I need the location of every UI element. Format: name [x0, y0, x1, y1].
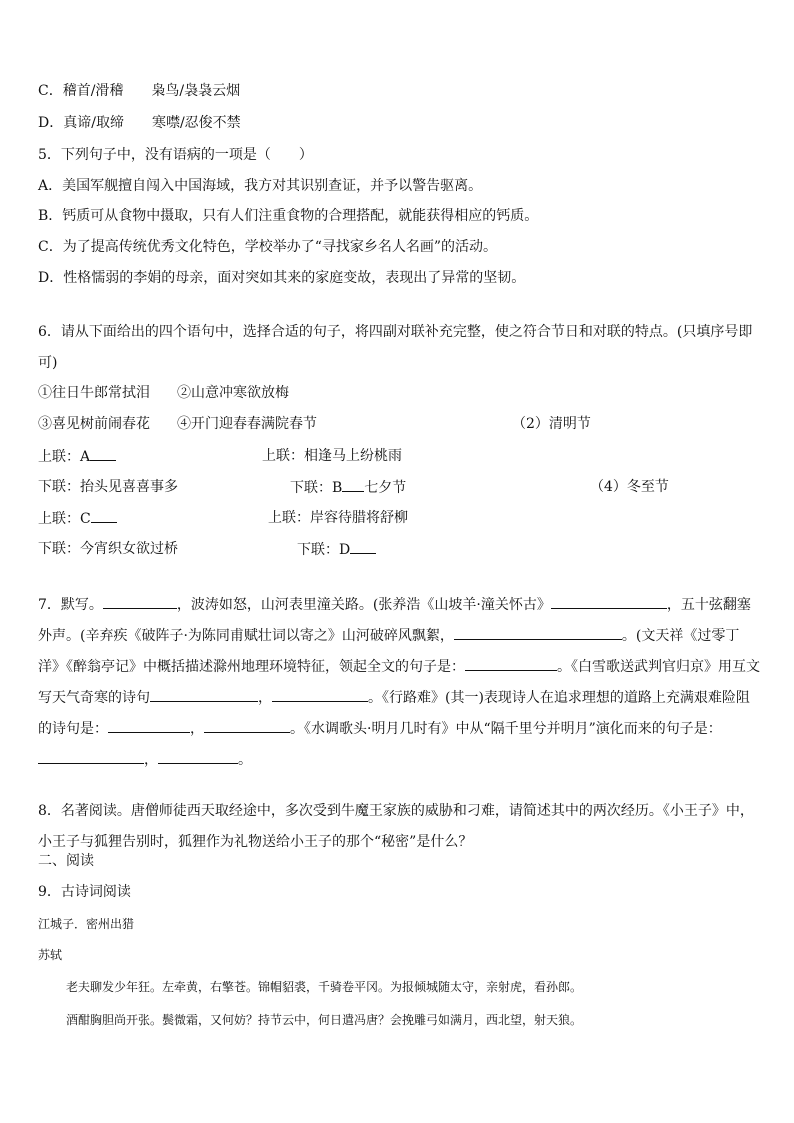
q7-blank-5[interactable] — [150, 687, 258, 702]
q7-blank-9[interactable] — [38, 749, 144, 764]
q6-option-3: ③喜见树前闹春花 — [38, 416, 150, 432]
q6-couplet-3-right: 上联：岸容待腊将舒柳 — [268, 510, 408, 526]
q7-blank-1[interactable] — [103, 594, 177, 609]
q7-blank-6[interactable] — [272, 687, 368, 702]
poem-line-1: 老夫聊发少年狂。左牵黄，右擎苍。锦帽貂裘，千骑卷平冈。为报倾城随太守，亲射虎，看孙郎。 — [66, 980, 583, 994]
q4-option-d: D．真谛/取缔 寒噤/忍俊不禁 — [38, 115, 241, 131]
q5-option-b: B．钙质可从食物中摄取，只有人们注重食物的合理搭配，就能获得相应的钙质。 — [38, 208, 539, 224]
q4-option-c: C．稽首/滑稽 枭鸟/袅袅云烟 — [38, 83, 241, 99]
q6-couplet-3-left: 上联：C — [38, 508, 117, 529]
q6-option-4: ④开门迎春春满院春节 — [177, 416, 317, 432]
blank-a[interactable] — [90, 446, 116, 461]
q7-blank-3[interactable] — [454, 625, 622, 640]
q6-couplet-4-right: 下联：D — [297, 539, 376, 560]
blank-c[interactable] — [91, 508, 117, 523]
poem-title: 江城子．密州出猎 — [38, 917, 135, 931]
q6-stem: 6．请从下面给出的四个语句中，选择合适的句子，将四副对联补充完整，使之符合节日和对联的特点。(只填序号即可) — [38, 324, 753, 371]
q8-text: 8．名著阅读。唐僧师徒西天取经途中，多次受到牛魔王家族的威胁和刁难，请简述其中的两次经历。《小王子》中，小王子与狐狸告别时，狐狸作为礼物送给小王子的那个“秘密”是什么？ — [38, 803, 754, 850]
q6-couplet-2-left: 下联：抬头见喜喜事多 — [38, 479, 178, 495]
q5-option-a: A．美国军舰擅自闯入中国海域，我方对其识别查证，并予以警告驱离。 — [38, 178, 483, 194]
q6-couplet-4-left: 下联：今宵织女欲过桥 — [38, 541, 178, 557]
q7-blank-8[interactable] — [204, 718, 290, 733]
q6-option-2: ②山意冲寒欲放梅 — [177, 385, 289, 401]
poem-author: 苏轼 — [38, 948, 63, 962]
blank-d[interactable] — [350, 539, 376, 554]
q6-couplet-1-left: 上联：A — [38, 446, 116, 467]
poem-line-2: 酒酣胸胆尚开张。鬓微霜，又何妨？持节云中，何日遣冯唐？会挽雕弓如满月，西北望，射天狼。 — [66, 1013, 583, 1027]
q7-blank-7[interactable] — [108, 718, 190, 733]
q7-blank-2[interactable] — [551, 594, 667, 609]
section-heading: 二、阅读 — [38, 853, 94, 869]
q6-label-dongzhi: （4）冬至节 — [590, 479, 669, 495]
q6-label-qingming: （2）清明节 — [512, 416, 591, 432]
q6-couplet-2-right: 下联：B 七夕节 — [290, 477, 406, 498]
q7-blank-4[interactable] — [465, 656, 557, 671]
q5-option-c: C．为了提高传统优秀文化特色，学校举办了“寻找家乡名人名画”的活动。 — [38, 239, 498, 255]
q6-option-1: ①往日牛郎常拭泪 — [38, 385, 150, 401]
q9-stem: 9．古诗词阅读 — [38, 884, 131, 900]
q7-dictation: 7．默写。 ，波涛如怒，山河表里潼关路。(张养浩《山坡羊·潼关怀古》 ，五十弦翻塞外声。(辛弃疾《破阵子·为陈同甫赋壮词以寄之》山河破碎风飘絮， 。(文天祥《过零丁洋》《醉翁亭记》中概括描述滁州地理环境特征，领起全文的句子是： 。《白雪歌送武判官归京》用互文写天气奇寒的诗句 ， 。《行路难》(其一)表现诗人在追求理想的道路上充满艰难险阻的诗句是： ， 。《水调歌头·明月几时有》中从“隔千里兮并明月”演化而来的句子是：， 。 — [38, 590, 760, 776]
q7-blank-10[interactable] — [158, 749, 238, 764]
q5-option-d: D．性格懦弱的李娟的母亲，面对突如其来的家庭变故，表现出了异常的坚韧。 — [38, 270, 526, 286]
q5-stem: 5．下列句子中，没有语病的一项是（ ） — [38, 147, 313, 163]
blank-b[interactable] — [342, 477, 364, 492]
q6-couplet-1-right: 上联：相逢马上纷桃雨 — [262, 448, 402, 464]
